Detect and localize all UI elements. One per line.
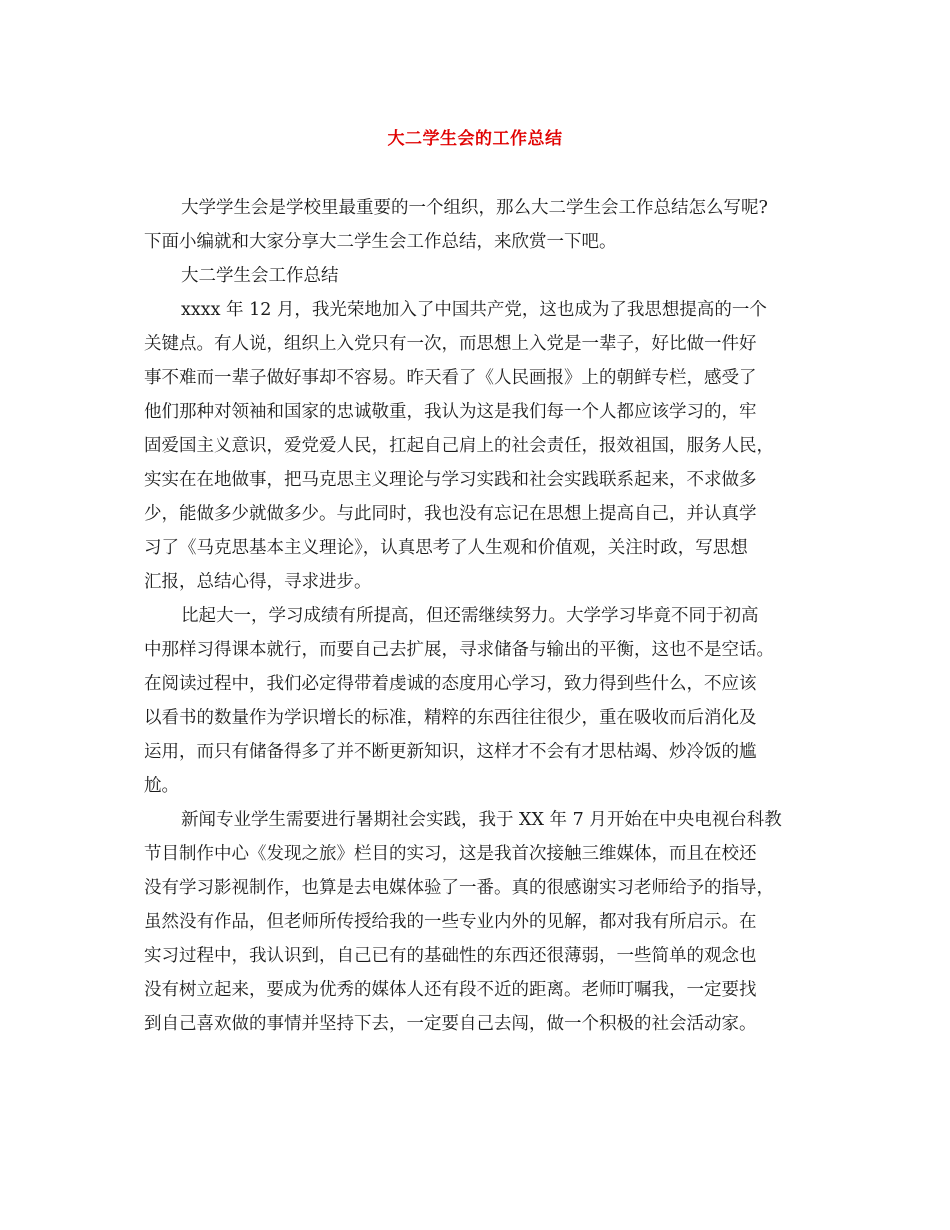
paragraph-line: 运用，而只有储备得多了并不断更新知识，这样才不会有才思枯竭、炒冷饭的尴	[144, 742, 757, 762]
paragraph-line: 大学学生会是学校里最重要的一个组织，那么大二学生会工作总结怎么写呢?	[181, 198, 768, 218]
paragraph-line: 固爱国主义意识，爱党爱人民，扛起自己肩上的社会责任，报效祖国，服务人民，	[144, 436, 774, 456]
paragraph-line: 新闻专业学生需要进行暑期社会实践，我于 XX 年 7 月开始在中央电视台科教	[181, 810, 782, 830]
paragraph-line: 事不难而一辈子做好事却不容易。昨天看了《人民画报》上的朝鲜专栏，感受了	[144, 368, 757, 388]
paragraph-line: 实实在在地做事，把马克思主义理论与学习实践和社会实践联系起来，不求做多	[144, 470, 757, 490]
paragraph-line: 虽然没有作品，但老师所传授给我的一些专业内外的见解，都对我有所启示。在	[144, 912, 757, 932]
paragraph-line: 实习过程中，我认识到，自己已有的基础性的东西还很薄弱，一些简单的观念也	[144, 946, 757, 966]
paragraph-line: 以看书的数量作为学识增长的标准，精粹的东西往往很少，重在吸收而后消化及	[144, 708, 757, 728]
paragraph-line: 关键点。有人说，组织上入党只有一次，而思想上入党是一辈子，好比做一件好	[144, 334, 757, 354]
document-title: 大二学生会的工作总结	[387, 129, 563, 149]
paragraph-line: 汇报，总结心得，寻求进步。	[144, 572, 372, 592]
paragraph-line: 没有学习影视制作，也算是去电媒体验了一番。真的很感谢实习老师给予的指导，	[144, 878, 774, 898]
paragraph-line: 习了《马克思基本主义理论》，认真思考了人生观和价值观，关注时政，写思想	[144, 538, 748, 558]
paragraph-line: 尬。	[144, 776, 179, 796]
paragraph-line: 到自己喜欢做的事情并坚持下去，一定要自己去闯，做一个积极的社会活动家。	[144, 1014, 757, 1034]
paragraph-line: 少，能做多少就做多少。与此同时，我也没有忘记在思想上提高自己，并认真学	[144, 504, 757, 524]
paragraph-line: xxxx 年 12 月，我光荣地加入了中国共产党，这也成为了我思想提高的一个	[181, 300, 767, 320]
paragraph-line: 在阅读过程中，我们必定得带着虔诚的态度用心学习，致力得到些什么，不应该	[144, 674, 757, 694]
paragraph-line: 没有树立起来，要成为优秀的媒体人还有段不近的距离。老师叮嘱我，一定要找	[144, 980, 757, 1000]
paragraph-line: 他们那种对领袖和国家的忠诚敬重，我认为这是我们每一个人都应该学习的，牢	[144, 402, 757, 422]
paragraph-line: 大二学生会工作总结	[181, 266, 339, 286]
paragraph-line: 下面小编就和大家分享大二学生会工作总结，来欣赏一下吧。	[144, 232, 617, 252]
paragraph-line: 中那样习得课本就行，而要自己去扩展，寻求储备与输出的平衡，这也不是空话。	[144, 640, 774, 660]
paragraph-line: 比起大一，学习成绩有所提高，但还需继续努力。大学学习毕竟不同于初高	[181, 606, 759, 626]
paragraph-line: 节目制作中心《发现之旅》栏目的实习，这是我首次接触三维媒体，而且在校还	[144, 844, 757, 864]
document-body	[144, 191, 814, 1041]
